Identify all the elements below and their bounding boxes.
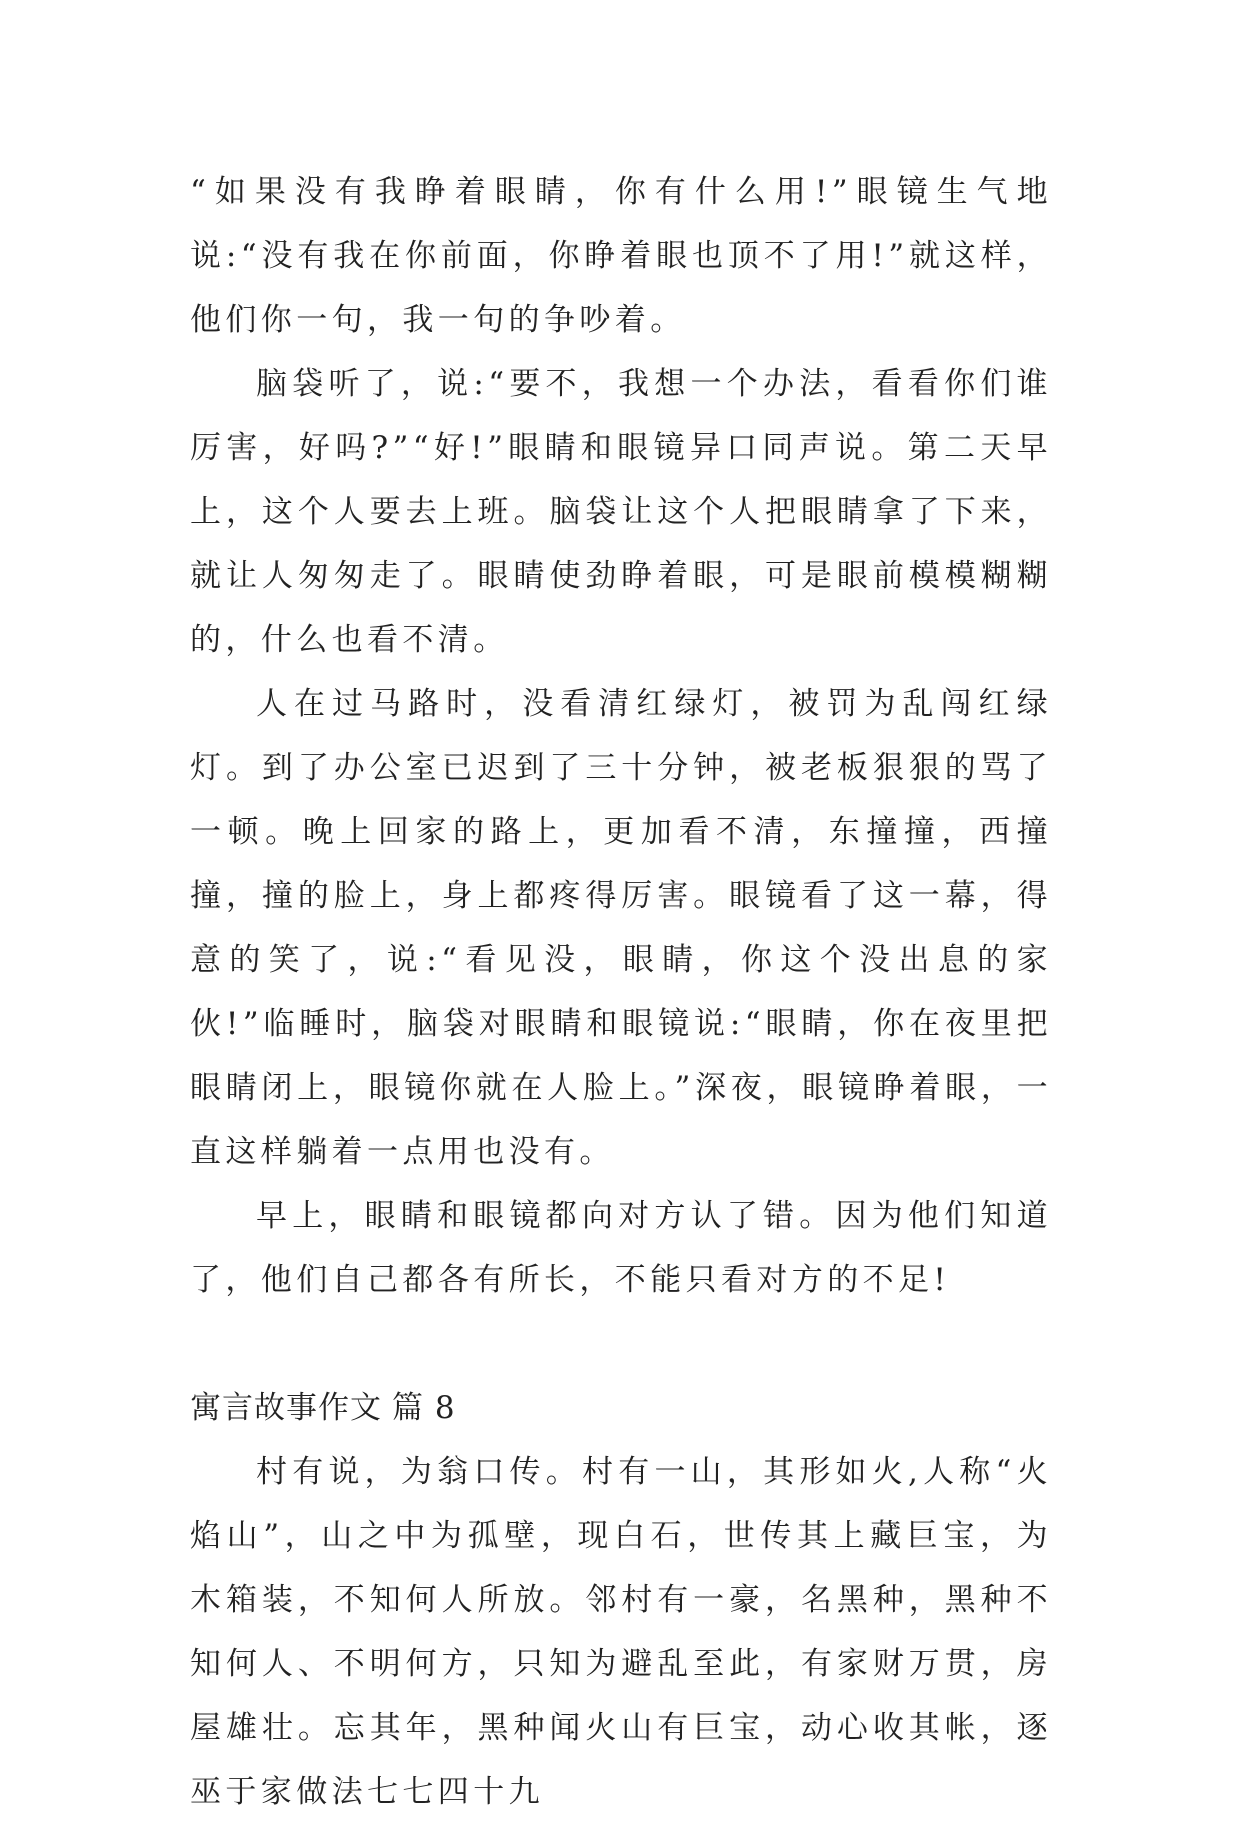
section-heading — [190, 1376, 1052, 1440]
paragraph-conclusion: 早上，眼睛和眼镜都向对方认了错。因为他们知道了，他们自己都各有所长，不能只看对方的不足! — [190, 1198, 1052, 1298]
document-page — [190, 160, 1052, 1824]
paragraph-crossing-road: 人在过马路时，没看清红绿灯，被罚为乱闯红绿灯。到了办公室已迟到了三十分钟，被老板狠狠的骂了一顿。晚上回家的路上，更加看不清，东撞撞，西撞撞，撞的脸上，身上都疼得厉害。眼镜看了这一幕，得意的笑了，说:“看见没，眼睛，你这个没出息的家伙!”临睡时，脑袋对眼睛和眼镜说:“眼睛，你在夜里把眼睛闭上，眼镜你就在人脸上。”深夜，眼镜睁着眼，一直这样躺着一点用也没有。 — [190, 686, 1052, 1170]
paragraph-fire-mountain: 村有说，为翁口传。村有一山，其形如火,人称“火焰山”，山之中为孤壁，现白石，世传其上藏巨宝，为木箱装，不知何人所放。邻村有一豪，名黑种，黑种不知何人、不明何方，只知为避乱至此，有家财万贯，房屋雄壮。忘其年，黑种闻火山有巨宝，动心收其帐，逐巫于家做法七七四十九 — [190, 1454, 1052, 1810]
section-number: 篇 8 — [392, 1390, 456, 1426]
paragraph-head-suggestion: 脑袋听了，说:“要不，我想一个办法，看看你们谁厉害，好吗?”“好!”眼睛和眼镜异口同声说。第二天早上，这个人要去上班。脑袋让这个人把眼睛拿了下来，就让人匆匆走了。眼睛使劲睁着眼，可是眼前模模糊糊的，什么也看不清。 — [190, 366, 1052, 658]
paragraph-dialogue: “如果没有我睁着眼睛，你有什么用!”眼镜生气地说:“没有我在你前面，你睁着眼也顶不了用!”就这样，他们你一句，我一句的争吵着。 — [190, 174, 1052, 338]
section-title: 寓言故事作文 — [190, 1390, 382, 1426]
